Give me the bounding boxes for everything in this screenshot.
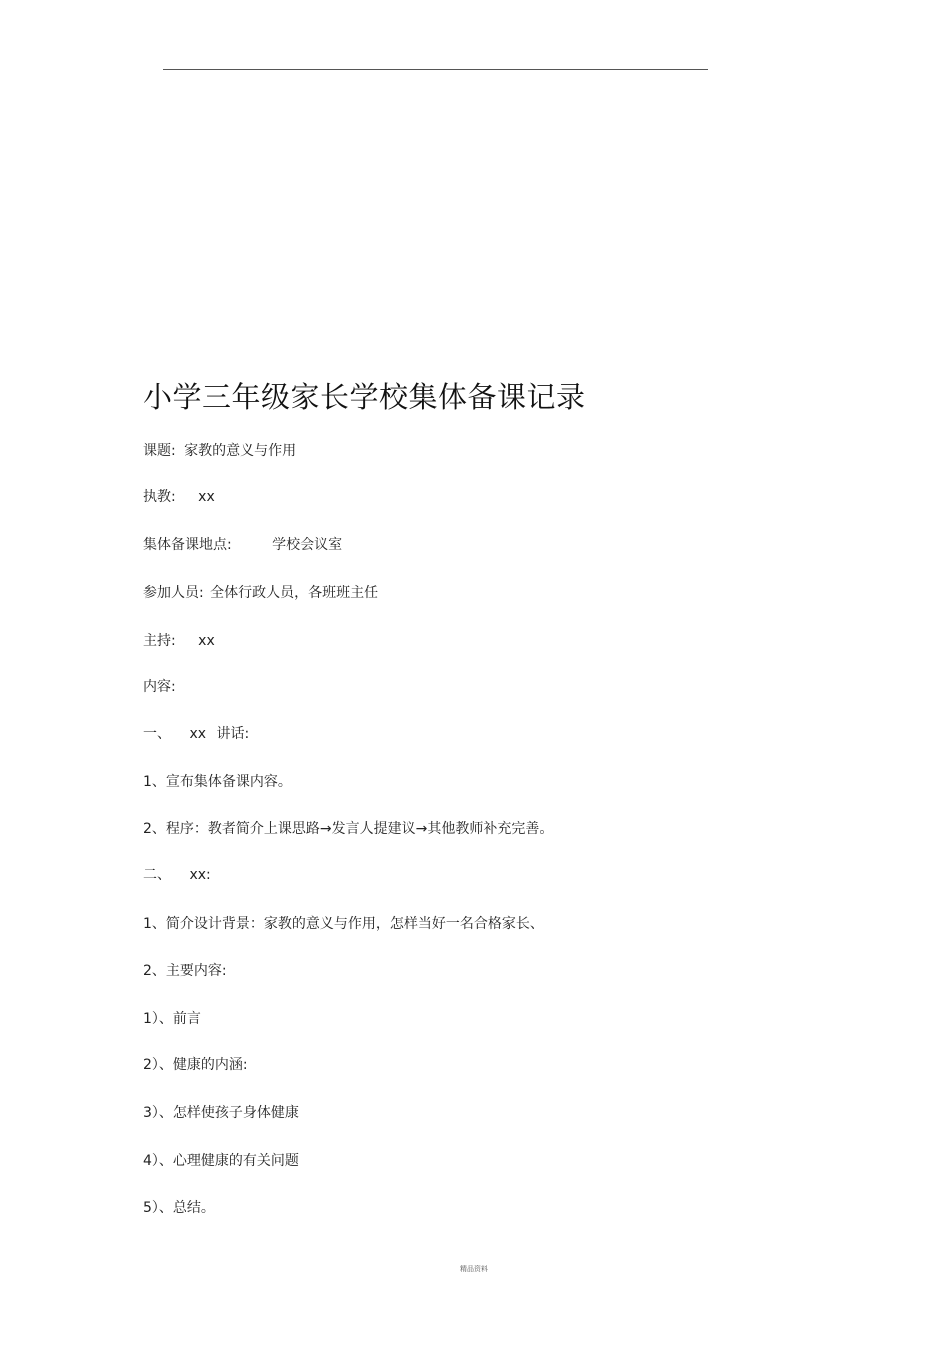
location-label: 集体备课地点: (143, 537, 232, 553)
document-title: 小学三年级家长学校集体备课记录 (143, 380, 586, 414)
host-value: xx (198, 633, 215, 649)
teacher-line (143, 486, 215, 506)
section1-text: 讲话: (216, 726, 250, 742)
content-label: 内容: (143, 679, 176, 695)
section2-heading (143, 864, 211, 884)
section2-item: 1、简介设计背景：家教的意义与作用，怎样当好一名合格家长、 (143, 916, 544, 932)
location-value: 学校会议室 (272, 537, 343, 553)
section1-item: 2、程序：教者简介上课思路→发言人提建议→其他教师补充完善。 (143, 821, 554, 837)
host-label: 主持: (143, 633, 176, 649)
topic-label: 课题: (143, 443, 176, 459)
section1-speaker: xx (189, 726, 207, 742)
participants-label: 参加人员: (143, 585, 204, 601)
section2-item: 1）、前言 (143, 1011, 201, 1027)
footer-label: 精品资料 (460, 1265, 488, 1273)
section2-item: 4）、心理健康的有关问题 (143, 1153, 299, 1169)
location-line (143, 534, 342, 554)
section2-item: 2）、健康的内涵: (143, 1057, 248, 1073)
section1-heading (143, 723, 249, 743)
teacher-value: xx (198, 489, 215, 505)
participants-line (143, 582, 378, 602)
host-line (143, 630, 215, 650)
section2-text: xx: (189, 867, 211, 883)
section1-item: 1、宣布集体备课内容。 (143, 774, 292, 790)
teacher-label: 执教: (143, 489, 176, 505)
section2-item: 2、主要内容: (143, 963, 227, 979)
section2-item: 3）、怎样使孩子身体健康 (143, 1105, 299, 1121)
topic-line (143, 440, 296, 460)
section2-item: 5）、总结。 (143, 1200, 215, 1216)
participants-value: 全体行政人员，各班班主任 (210, 585, 379, 601)
section1-number: 一、 (143, 726, 171, 742)
header-rule (163, 69, 708, 70)
section2-number: 二、 (143, 867, 171, 883)
topic-value: 家教的意义与作用 (184, 443, 297, 459)
